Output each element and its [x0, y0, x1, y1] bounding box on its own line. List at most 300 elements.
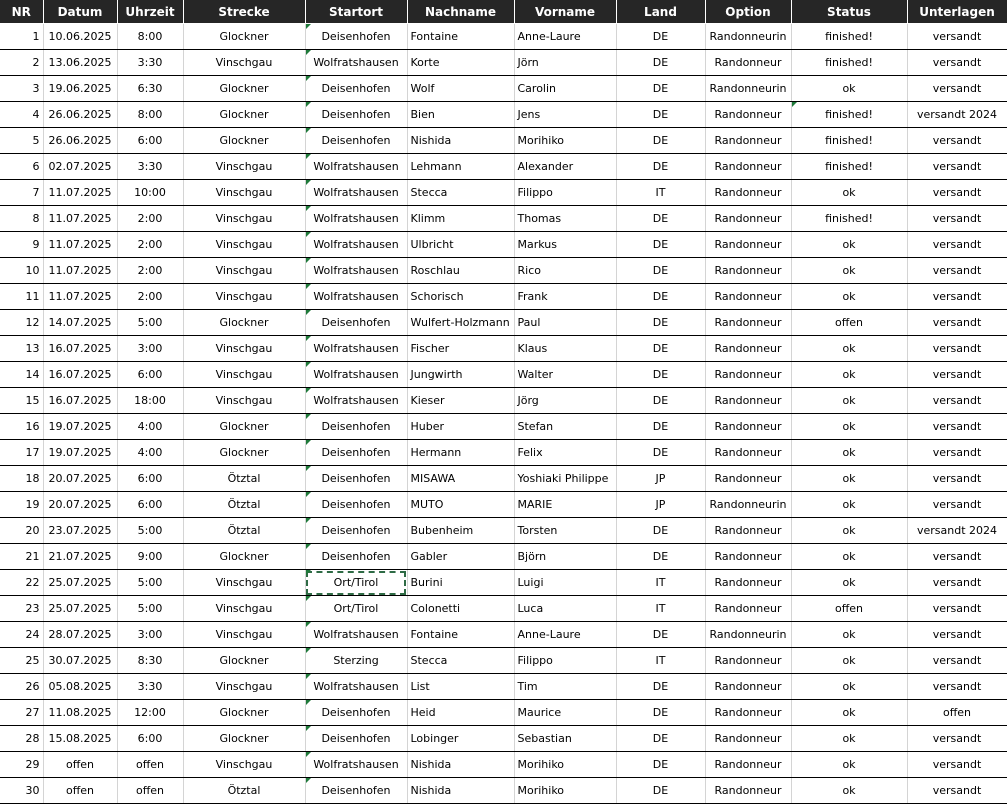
cell-startort[interactable]: Sterzing — [305, 648, 407, 674]
cell-startort[interactable]: Deisenhofen — [305, 128, 407, 154]
cell-uhrzeit[interactable]: 3:30 — [117, 674, 183, 700]
cell-option[interactable]: Randonneur — [705, 596, 791, 622]
cell-nr[interactable]: 3 — [0, 76, 43, 102]
cell-startort[interactable]: Wolfratshausen — [305, 388, 407, 414]
cell-nachname[interactable]: Fischer — [407, 336, 514, 362]
cell-startort[interactable]: Deisenhofen — [305, 440, 407, 466]
cell-nr[interactable]: 7 — [0, 180, 43, 206]
cell-option[interactable]: Randonneur — [705, 128, 791, 154]
cell-status[interactable]: ok — [791, 440, 907, 466]
cell-datum[interactable]: offen — [43, 752, 117, 778]
cell-uhrzeit[interactable]: 8:30 — [117, 648, 183, 674]
cell-vorname[interactable]: Markus — [514, 232, 616, 258]
cell-strecke[interactable]: Glockner — [183, 414, 305, 440]
cell-startort[interactable]: Deisenhofen — [305, 778, 407, 804]
cell-startort[interactable]: Wolfratshausen — [305, 284, 407, 310]
cell-nachname[interactable]: MUTO — [407, 492, 514, 518]
cell-option[interactable]: Randonneur — [705, 518, 791, 544]
cell-startort[interactable]: Deisenhofen — [305, 492, 407, 518]
cell-land[interactable]: DE — [616, 76, 705, 102]
cell-nachname[interactable]: Nishida — [407, 752, 514, 778]
cell-status[interactable]: ok — [791, 648, 907, 674]
cell-startort[interactable]: Wolfratshausen — [305, 50, 407, 76]
cell-status[interactable]: ok — [791, 336, 907, 362]
cell-option[interactable]: Randonneurin — [705, 76, 791, 102]
cell-datum[interactable]: 11.07.2025 — [43, 206, 117, 232]
cell-startort[interactable]: Deisenhofen — [305, 102, 407, 128]
cell-status[interactable]: ok — [791, 232, 907, 258]
column-header-strecke[interactable]: Strecke — [183, 0, 305, 24]
cell-uhrzeit[interactable]: 12:00 — [117, 700, 183, 726]
cell-nr[interactable]: 8 — [0, 206, 43, 232]
cell-strecke[interactable]: Glockner — [183, 700, 305, 726]
cell-land[interactable]: DE — [616, 518, 705, 544]
cell-datum[interactable]: 23.07.2025 — [43, 518, 117, 544]
cell-land[interactable]: DE — [616, 258, 705, 284]
cell-datum[interactable]: 26.06.2025 — [43, 128, 117, 154]
cell-uhrzeit[interactable]: offen — [117, 752, 183, 778]
cell-vorname[interactable]: Torsten — [514, 518, 616, 544]
cell-vorname[interactable]: Sebastian — [514, 726, 616, 752]
cell-vorname[interactable]: Björn — [514, 544, 616, 570]
cell-uhrzeit[interactable]: 4:00 — [117, 440, 183, 466]
cell-strecke[interactable]: Vinschgau — [183, 154, 305, 180]
cell-vorname[interactable]: Jörg — [514, 388, 616, 414]
cell-strecke[interactable]: Vinschgau — [183, 336, 305, 362]
cell-uhrzeit[interactable]: offen — [117, 778, 183, 804]
cell-strecke[interactable]: Vinschgau — [183, 258, 305, 284]
cell-strecke[interactable]: Glockner — [183, 102, 305, 128]
cell-vorname[interactable]: Jörn — [514, 50, 616, 76]
cell-vorname[interactable]: Maurice — [514, 700, 616, 726]
cell-land[interactable]: IT — [616, 596, 705, 622]
cell-datum[interactable]: 11.07.2025 — [43, 284, 117, 310]
cell-land[interactable]: DE — [616, 622, 705, 648]
cell-option[interactable]: Randonneur — [705, 102, 791, 128]
cell-unterlagen[interactable]: versandt — [907, 726, 1007, 752]
cell-nachname[interactable]: Bien — [407, 102, 514, 128]
cell-nr[interactable]: 28 — [0, 726, 43, 752]
cell-status[interactable]: ok — [791, 466, 907, 492]
cell-status[interactable]: ok — [791, 570, 907, 596]
cell-uhrzeit[interactable]: 3:00 — [117, 622, 183, 648]
cell-vorname[interactable]: Anne-Laure — [514, 622, 616, 648]
cell-land[interactable]: IT — [616, 648, 705, 674]
cell-nachname[interactable]: Ulbricht — [407, 232, 514, 258]
column-header-status[interactable]: Status — [791, 0, 907, 24]
cell-option[interactable]: Randonneur — [705, 336, 791, 362]
cell-datum[interactable]: 19.07.2025 — [43, 440, 117, 466]
cell-startort[interactable]: Wolfratshausen — [305, 258, 407, 284]
cell-startort[interactable]: Wolfratshausen — [305, 362, 407, 388]
cell-vorname[interactable]: MARIE — [514, 492, 616, 518]
cell-status[interactable]: ok — [791, 700, 907, 726]
cell-nr[interactable]: 20 — [0, 518, 43, 544]
cell-nr[interactable]: 2 — [0, 50, 43, 76]
cell-unterlagen[interactable]: versandt — [907, 154, 1007, 180]
cell-vorname[interactable]: Luigi — [514, 570, 616, 596]
cell-status[interactable]: ok — [791, 622, 907, 648]
cell-status[interactable]: ok — [791, 414, 907, 440]
cell-startort[interactable]: Wolfratshausen — [305, 232, 407, 258]
cell-nr[interactable]: 17 — [0, 440, 43, 466]
cell-uhrzeit[interactable]: 6:00 — [117, 466, 183, 492]
cell-nr[interactable]: 13 — [0, 336, 43, 362]
cell-nachname[interactable]: Klimm — [407, 206, 514, 232]
cell-unterlagen[interactable]: versandt — [907, 284, 1007, 310]
cell-uhrzeit[interactable]: 3:00 — [117, 336, 183, 362]
cell-datum[interactable]: 11.07.2025 — [43, 180, 117, 206]
cell-uhrzeit[interactable]: 3:30 — [117, 50, 183, 76]
cell-option[interactable]: Randonneur — [705, 778, 791, 804]
cell-land[interactable]: DE — [616, 102, 705, 128]
cell-vorname[interactable]: Morihiko — [514, 128, 616, 154]
cell-nachname[interactable]: Korte — [407, 50, 514, 76]
cell-datum[interactable]: 30.07.2025 — [43, 648, 117, 674]
cell-option[interactable]: Randonneur — [705, 310, 791, 336]
cell-nachname[interactable]: Kieser — [407, 388, 514, 414]
cell-strecke[interactable]: Ötztal — [183, 518, 305, 544]
cell-status[interactable]: ok — [791, 362, 907, 388]
cell-startort[interactable]: Wolfratshausen — [305, 336, 407, 362]
cell-nachname[interactable]: Gabler — [407, 544, 514, 570]
cell-uhrzeit[interactable]: 6:00 — [117, 362, 183, 388]
cell-uhrzeit[interactable]: 6:00 — [117, 726, 183, 752]
cell-option[interactable]: Randonneurin — [705, 492, 791, 518]
cell-strecke[interactable]: Vinschgau — [183, 674, 305, 700]
cell-unterlagen[interactable]: versandt — [907, 492, 1007, 518]
cell-option[interactable]: Randonneur — [705, 414, 791, 440]
cell-vorname[interactable]: Stefan — [514, 414, 616, 440]
cell-land[interactable]: DE — [616, 700, 705, 726]
cell-uhrzeit[interactable]: 5:00 — [117, 596, 183, 622]
cell-strecke[interactable]: Glockner — [183, 76, 305, 102]
cell-datum[interactable]: 26.06.2025 — [43, 102, 117, 128]
cell-nachname[interactable]: Stecca — [407, 180, 514, 206]
cell-status[interactable]: ok — [791, 258, 907, 284]
cell-unterlagen[interactable]: versandt — [907, 388, 1007, 414]
cell-option[interactable]: Randonneur — [705, 570, 791, 596]
cell-vorname[interactable]: Klaus — [514, 336, 616, 362]
cell-startort[interactable]: Deisenhofen — [305, 518, 407, 544]
cell-strecke[interactable]: Ötztal — [183, 492, 305, 518]
cell-option[interactable]: Randonneur — [705, 726, 791, 752]
cell-status[interactable]: ok — [791, 180, 907, 206]
cell-startort[interactable]: Wolfratshausen — [305, 674, 407, 700]
cell-status[interactable]: finished! — [791, 102, 907, 128]
cell-startort[interactable]: Wolfratshausen — [305, 622, 407, 648]
cell-nachname[interactable]: Lobinger — [407, 726, 514, 752]
cell-status[interactable]: ok — [791, 778, 907, 804]
cell-land[interactable]: DE — [616, 310, 705, 336]
cell-nachname[interactable]: MISAWA — [407, 466, 514, 492]
cell-datum[interactable]: 02.07.2025 — [43, 154, 117, 180]
cell-land[interactable]: DE — [616, 674, 705, 700]
cell-datum[interactable]: 28.07.2025 — [43, 622, 117, 648]
cell-unterlagen[interactable]: versandt — [907, 128, 1007, 154]
cell-uhrzeit[interactable]: 6:00 — [117, 492, 183, 518]
cell-unterlagen[interactable]: versandt — [907, 76, 1007, 102]
cell-status[interactable]: ok — [791, 518, 907, 544]
cell-nr[interactable]: 25 — [0, 648, 43, 674]
cell-nachname[interactable]: Heid — [407, 700, 514, 726]
cell-strecke[interactable]: Vinschgau — [183, 752, 305, 778]
cell-nr[interactable]: 16 — [0, 414, 43, 440]
cell-status[interactable]: finished! — [791, 154, 907, 180]
cell-unterlagen[interactable]: versandt 2024 — [907, 518, 1007, 544]
cell-vorname[interactable]: Walter — [514, 362, 616, 388]
cell-land[interactable]: DE — [616, 752, 705, 778]
cell-strecke[interactable]: Vinschgau — [183, 284, 305, 310]
cell-nr[interactable]: 18 — [0, 466, 43, 492]
cell-land[interactable]: DE — [616, 388, 705, 414]
cell-nr[interactable]: 10 — [0, 258, 43, 284]
cell-unterlagen[interactable]: versandt — [907, 570, 1007, 596]
cell-strecke[interactable]: Glockner — [183, 128, 305, 154]
cell-land[interactable]: DE — [616, 206, 705, 232]
cell-nachname[interactable]: List — [407, 674, 514, 700]
cell-strecke[interactable]: Vinschgau — [183, 180, 305, 206]
cell-unterlagen[interactable]: versandt — [907, 778, 1007, 804]
cell-nachname[interactable]: Fontaine — [407, 622, 514, 648]
cell-land[interactable]: DE — [616, 50, 705, 76]
cell-option[interactable]: Randonneur — [705, 648, 791, 674]
cell-datum[interactable]: 19.06.2025 — [43, 76, 117, 102]
cell-land[interactable]: DE — [616, 24, 705, 50]
cell-startort[interactable]: Deisenhofen — [305, 24, 407, 50]
cell-unterlagen[interactable]: versandt — [907, 466, 1007, 492]
column-header-option[interactable]: Option — [705, 0, 791, 24]
cell-nr[interactable]: 12 — [0, 310, 43, 336]
cell-uhrzeit[interactable]: 2:00 — [117, 284, 183, 310]
cell-nr[interactable]: 5 — [0, 128, 43, 154]
cell-option[interactable]: Randonneur — [705, 258, 791, 284]
cell-nr[interactable]: 22 — [0, 570, 43, 596]
cell-vorname[interactable]: Tim — [514, 674, 616, 700]
cell-uhrzeit[interactable]: 2:00 — [117, 206, 183, 232]
cell-option[interactable]: Randonneur — [705, 466, 791, 492]
cell-nr[interactable]: 21 — [0, 544, 43, 570]
cell-nachname[interactable]: Jungwirth — [407, 362, 514, 388]
cell-datum[interactable]: 25.07.2025 — [43, 570, 117, 596]
cell-nachname[interactable]: Stecca — [407, 648, 514, 674]
cell-datum[interactable]: 10.06.2025 — [43, 24, 117, 50]
cell-land[interactable]: DE — [616, 362, 705, 388]
cell-nachname[interactable]: Hermann — [407, 440, 514, 466]
cell-strecke[interactable]: Glockner — [183, 24, 305, 50]
cell-nachname[interactable]: Roschlau — [407, 258, 514, 284]
column-header-land[interactable]: Land — [616, 0, 705, 24]
cell-datum[interactable]: 05.08.2025 — [43, 674, 117, 700]
cell-option[interactable]: Randonneur — [705, 206, 791, 232]
cell-unterlagen[interactable]: versandt — [907, 336, 1007, 362]
cell-option[interactable]: Randonneur — [705, 752, 791, 778]
cell-datum[interactable]: 15.08.2025 — [43, 726, 117, 752]
cell-startort[interactable]: Deisenhofen — [305, 544, 407, 570]
cell-nachname[interactable]: Nishida — [407, 778, 514, 804]
column-header-nr[interactable]: NR — [0, 0, 43, 24]
cell-strecke[interactable]: Glockner — [183, 648, 305, 674]
cell-uhrzeit[interactable]: 2:00 — [117, 232, 183, 258]
cell-status[interactable]: ok — [791, 544, 907, 570]
cell-datum[interactable]: 20.07.2025 — [43, 466, 117, 492]
cell-startort[interactable]: Wolfratshausen — [305, 154, 407, 180]
cell-nr[interactable]: 6 — [0, 154, 43, 180]
cell-uhrzeit[interactable]: 4:00 — [117, 414, 183, 440]
cell-strecke[interactable]: Ötztal — [183, 778, 305, 804]
cell-startort[interactable]: Wolfratshausen — [305, 180, 407, 206]
cell-unterlagen[interactable]: versandt — [907, 50, 1007, 76]
cell-land[interactable]: DE — [616, 414, 705, 440]
cell-unterlagen[interactable]: versandt — [907, 752, 1007, 778]
cell-strecke[interactable]: Glockner — [183, 726, 305, 752]
cell-uhrzeit[interactable]: 8:00 — [117, 24, 183, 50]
cell-nachname[interactable]: Colonetti — [407, 596, 514, 622]
cell-option[interactable]: Randonneur — [705, 700, 791, 726]
column-header-vorname[interactable]: Vorname — [514, 0, 616, 24]
cell-vorname[interactable]: Thomas — [514, 206, 616, 232]
cell-land[interactable]: DE — [616, 284, 705, 310]
cell-strecke[interactable]: Glockner — [183, 440, 305, 466]
cell-status[interactable]: offen — [791, 310, 907, 336]
cell-option[interactable]: Randonneurin — [705, 24, 791, 50]
cell-strecke[interactable]: Glockner — [183, 310, 305, 336]
cell-uhrzeit[interactable]: 10:00 — [117, 180, 183, 206]
cell-startort[interactable]: Ort/Tirol — [305, 596, 407, 622]
cell-status[interactable]: ok — [791, 76, 907, 102]
cell-datum[interactable]: 14.07.2025 — [43, 310, 117, 336]
cell-strecke[interactable]: Vinschgau — [183, 232, 305, 258]
cell-unterlagen[interactable]: versandt 2024 — [907, 102, 1007, 128]
cell-option[interactable]: Randonneurin — [705, 622, 791, 648]
cell-option[interactable]: Randonneur — [705, 180, 791, 206]
cell-uhrzeit[interactable]: 6:30 — [117, 76, 183, 102]
cell-nachname[interactable]: Huber — [407, 414, 514, 440]
column-header-startort[interactable]: Startort — [305, 0, 407, 24]
cell-nr[interactable]: 29 — [0, 752, 43, 778]
cell-uhrzeit[interactable]: 5:00 — [117, 570, 183, 596]
cell-vorname[interactable]: Felix — [514, 440, 616, 466]
cell-option[interactable]: Randonneur — [705, 544, 791, 570]
cell-datum[interactable]: 11.07.2025 — [43, 258, 117, 284]
column-header-datum[interactable]: Datum — [43, 0, 117, 24]
cell-unterlagen[interactable]: versandt — [907, 544, 1007, 570]
cell-datum[interactable]: 25.07.2025 — [43, 596, 117, 622]
cell-unterlagen[interactable]: versandt — [907, 258, 1007, 284]
cell-uhrzeit[interactable]: 9:00 — [117, 544, 183, 570]
cell-strecke[interactable]: Vinschgau — [183, 50, 305, 76]
cell-vorname[interactable]: Morihiko — [514, 778, 616, 804]
cell-nachname[interactable]: Bubenheim — [407, 518, 514, 544]
cell-nr[interactable]: 24 — [0, 622, 43, 648]
cell-unterlagen[interactable]: versandt — [907, 310, 1007, 336]
cell-vorname[interactable]: Yoshiaki Philippe — [514, 466, 616, 492]
cell-unterlagen[interactable]: versandt — [907, 648, 1007, 674]
cell-uhrzeit[interactable]: 18:00 — [117, 388, 183, 414]
cell-datum[interactable]: 11.08.2025 — [43, 700, 117, 726]
cell-unterlagen[interactable]: versandt — [907, 362, 1007, 388]
cell-startort[interactable]: Deisenhofen — [305, 76, 407, 102]
cell-datum[interactable]: 20.07.2025 — [43, 492, 117, 518]
cell-nr[interactable]: 1 — [0, 24, 43, 50]
cell-land[interactable]: DE — [616, 440, 705, 466]
cell-option[interactable]: Randonneur — [705, 362, 791, 388]
cell-vorname[interactable]: Anne-Laure — [514, 24, 616, 50]
cell-strecke[interactable]: Glockner — [183, 544, 305, 570]
cell-uhrzeit[interactable]: 8:00 — [117, 102, 183, 128]
cell-vorname[interactable]: Frank — [514, 284, 616, 310]
cell-nr[interactable]: 19 — [0, 492, 43, 518]
cell-uhrzeit[interactable]: 5:00 — [117, 518, 183, 544]
cell-startort[interactable]: Deisenhofen — [305, 466, 407, 492]
cell-status[interactable]: finished! — [791, 24, 907, 50]
cell-uhrzeit[interactable]: 6:00 — [117, 128, 183, 154]
cell-land[interactable]: DE — [616, 232, 705, 258]
column-header-unterlagen[interactable]: Unterlagen — [907, 0, 1007, 24]
cell-vorname[interactable]: Paul — [514, 310, 616, 336]
cell-datum[interactable]: 13.06.2025 — [43, 50, 117, 76]
cell-nachname[interactable]: Nishida — [407, 128, 514, 154]
cell-nr[interactable]: 4 — [0, 102, 43, 128]
cell-unterlagen[interactable]: versandt — [907, 622, 1007, 648]
cell-unterlagen[interactable]: versandt — [907, 206, 1007, 232]
cell-uhrzeit[interactable]: 5:00 — [117, 310, 183, 336]
cell-status[interactable]: ok — [791, 284, 907, 310]
cell-startort[interactable]: Deisenhofen — [305, 414, 407, 440]
cell-unterlagen[interactable]: versandt — [907, 414, 1007, 440]
cell-datum[interactable]: 11.07.2025 — [43, 232, 117, 258]
cell-land[interactable]: JP — [616, 466, 705, 492]
cell-nr[interactable]: 23 — [0, 596, 43, 622]
cell-vorname[interactable]: Jens — [514, 102, 616, 128]
cell-vorname[interactable]: Morihiko — [514, 752, 616, 778]
cell-nachname[interactable]: Lehmann — [407, 154, 514, 180]
cell-option[interactable]: Randonneur — [705, 50, 791, 76]
cell-land[interactable]: DE — [616, 544, 705, 570]
cell-startort[interactable]: Deisenhofen — [305, 700, 407, 726]
cell-vorname[interactable]: Filippo — [514, 180, 616, 206]
cell-datum[interactable]: 16.07.2025 — [43, 362, 117, 388]
cell-option[interactable]: Randonneur — [705, 388, 791, 414]
cell-startort[interactable]: Ort/Tirol — [305, 570, 407, 596]
cell-nr[interactable]: 11 — [0, 284, 43, 310]
cell-land[interactable]: IT — [616, 180, 705, 206]
cell-land[interactable]: JP — [616, 492, 705, 518]
cell-nachname[interactable]: Wolf — [407, 76, 514, 102]
cell-strecke[interactable]: Vinschgau — [183, 388, 305, 414]
cell-status[interactable]: ok — [791, 492, 907, 518]
column-header-uhrzeit[interactable]: Uhrzeit — [117, 0, 183, 24]
cell-strecke[interactable]: Ötztal — [183, 466, 305, 492]
cell-startort[interactable]: Wolfratshausen — [305, 752, 407, 778]
cell-unterlagen[interactable]: offen — [907, 700, 1007, 726]
cell-vorname[interactable]: Rico — [514, 258, 616, 284]
cell-strecke[interactable]: Vinschgau — [183, 596, 305, 622]
column-header-nachname[interactable]: Nachname — [407, 0, 514, 24]
cell-status[interactable]: ok — [791, 726, 907, 752]
cell-unterlagen[interactable]: versandt — [907, 596, 1007, 622]
cell-strecke[interactable]: Vinschgau — [183, 362, 305, 388]
cell-status[interactable]: finished! — [791, 128, 907, 154]
cell-datum[interactable]: offen — [43, 778, 117, 804]
cell-unterlagen[interactable]: versandt — [907, 232, 1007, 258]
cell-nachname[interactable]: Fontaine — [407, 24, 514, 50]
cell-unterlagen[interactable]: versandt — [907, 440, 1007, 466]
cell-land[interactable]: DE — [616, 726, 705, 752]
cell-nachname[interactable]: Schorisch — [407, 284, 514, 310]
cell-nr[interactable]: 9 — [0, 232, 43, 258]
cell-unterlagen[interactable]: versandt — [907, 24, 1007, 50]
